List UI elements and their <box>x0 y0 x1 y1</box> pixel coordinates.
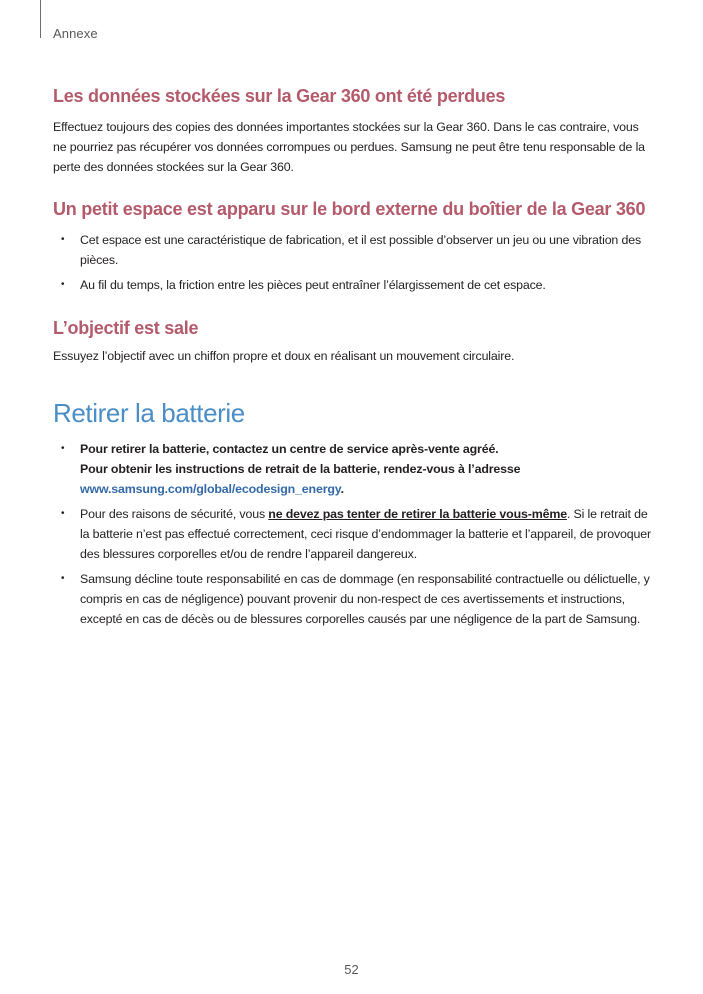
list-item <box>53 230 653 270</box>
warning-text-start: Pour des raisons de sécurité, vous <box>80 507 269 521</box>
list-item <box>53 569 653 629</box>
bullet-icon: • <box>61 443 65 454</box>
list-item-text: Cet espace est une caractéristique de fabrication, et il est possible d’observer un jeu ou une vibration des pièces. <box>80 233 641 267</box>
page-number: 52 <box>344 962 359 977</box>
section-data-lost <box>53 84 653 177</box>
ecodesign-link[interactable]: www.samsung.com/global/ecodesign_energy <box>80 482 341 496</box>
bullet-icon: • <box>61 234 65 245</box>
liability-text: Samsung décline toute responsabilité en cas de dommage (en responsabilité contractuelle ou délictuelle, y compris en cas de négligence) pouvant provenir du non-respect de ces avertissements et instructions, excepté en cas de décès ou de blessures corporelles causés par une négligence de la part de Samsung. <box>80 572 650 626</box>
running-header: Annexe <box>53 26 98 41</box>
bullet-icon: • <box>61 573 65 584</box>
section-title: Les données stockées sur la Gear 360 ont été perdues <box>53 86 506 106</box>
bullet-list <box>53 230 653 295</box>
section-battery <box>53 397 653 629</box>
page-content <box>53 84 653 629</box>
margin-rule <box>40 0 41 38</box>
punctuation: . <box>340 482 344 496</box>
section-lens-dirty <box>53 316 653 366</box>
section-title: L’objectif est sale <box>53 318 199 338</box>
battery-service-text: Pour retirer la batterie, contactez un centre de service après-vente agréé. <box>80 442 499 456</box>
battery-instructions-text: Pour obtenir les instructions de retrait de la batterie, rendez-vous à l’adresse <box>80 462 521 476</box>
warning-emphasis: ne devez pas tenter de retirer la batterie vous-même <box>268 507 567 521</box>
warning-text-end: . Si le retrait de la batterie n’est pas effectué correctement, ceci risque d’endommager la batterie et l’appareil, de provoquer des blessures corporelles et/ou de rendre l’appareil dangereux. <box>80 507 651 561</box>
section-body: Essuyez l’objectif avec un chiffon propre et doux en réalisant un mouvement circulaire. <box>53 349 515 363</box>
list-item <box>53 275 653 295</box>
list-item <box>53 504 653 564</box>
bullet-icon: • <box>61 279 65 290</box>
page-title: Retirer la batterie <box>53 398 245 428</box>
section-gap <box>53 197 653 295</box>
section-title: Un petit espace est apparu sur le bord externe du boîtier de la Gear 360 <box>53 199 646 219</box>
section-body: Effectuez toujours des copies des données importantes stockées sur la Gear 360. Dans le cas contraire, vous ne pourriez pas récupérer vos données corrompues ou perdues. Samsung ne peut être tenu responsable de la perte des données stockées sur la Gear 360. <box>53 120 645 174</box>
list-item <box>53 439 653 499</box>
bullet-list <box>53 439 653 629</box>
list-item-text: Au fil du temps, la friction entre les pièces peut entraîner l’élargissement de cet espace. <box>80 278 546 292</box>
bullet-icon: • <box>61 508 65 519</box>
